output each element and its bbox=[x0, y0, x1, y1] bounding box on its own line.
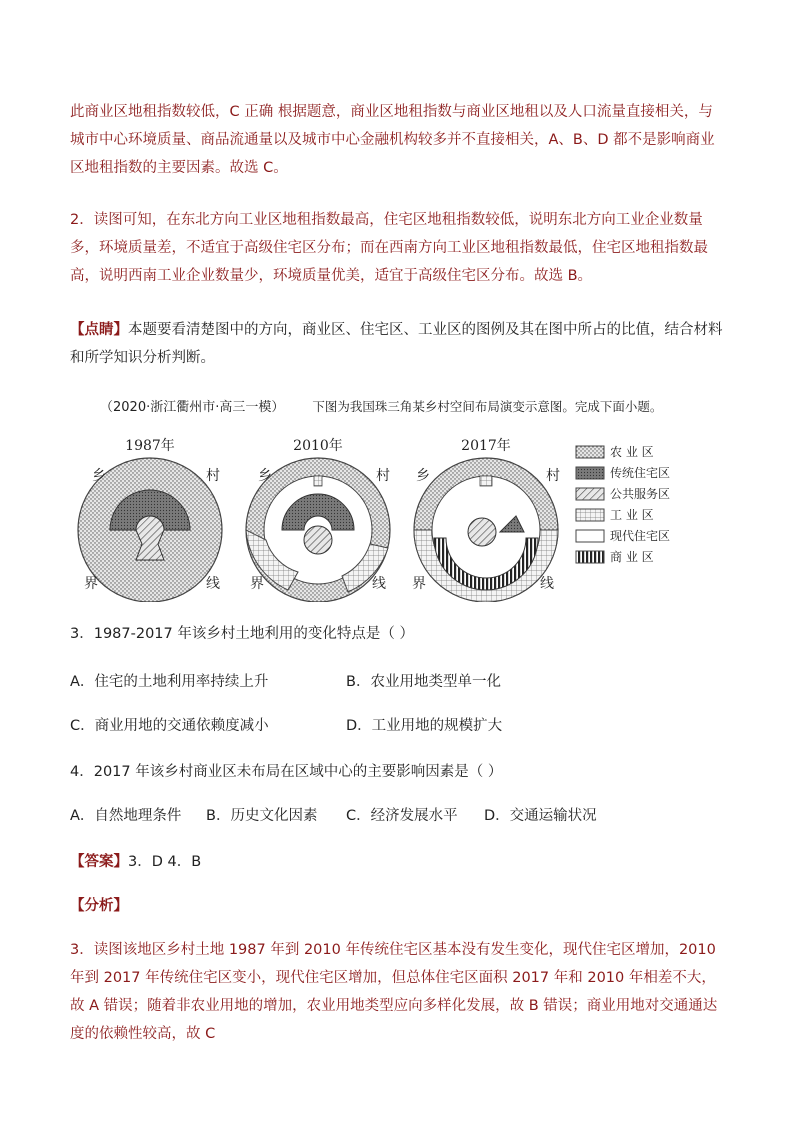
tip-label: 【点睛】 bbox=[70, 322, 128, 338]
q4-option-a[interactable]: A．自然地理条件 bbox=[70, 808, 182, 824]
legend-public-service: 公共服务区 bbox=[610, 487, 671, 501]
year-label-2010: 2010年 bbox=[293, 438, 343, 454]
tip-text: 本题要看清楚图中的方向，商业区、住宅区、工业区的图例及其在图中所占的比值，结合材料和所学知识分析判断。 bbox=[70, 322, 723, 366]
legend-agriculture: 农 业 区 bbox=[610, 445, 654, 459]
question-stem: 下图为我国珠三角某乡村空间布局演变示意图。完成下面小题。 bbox=[312, 399, 663, 414]
q4-option-c[interactable]: C．经济发展水平 bbox=[346, 808, 458, 824]
answer-line bbox=[70, 848, 726, 876]
q3-option-b[interactable]: B．农业用地类型单一化 bbox=[346, 674, 501, 690]
question-4: 4．2017 年该乡村商业区未布局在区域中心的主要影响因素是（ ） bbox=[70, 764, 503, 780]
corner-label-xian: 线 bbox=[372, 576, 386, 592]
analysis-label: 【分析】 bbox=[70, 898, 128, 914]
q4-option-b[interactable]: B．历史文化因素 bbox=[206, 808, 318, 824]
answer-paragraph-2: 2．读图可知，在东北方向工业区地租指数最高，住宅区地租指数较低，说明东北方向工业企业数量多，环境质量差，不适宜于高级住宅区分布；而在西南方向工业区地租指数最低，住宅区地租指数最高，说明西南工业企业数量少，环境质量优美，适宜于高级住宅区分布。故选 B。 bbox=[70, 212, 708, 284]
question-intro bbox=[100, 396, 662, 415]
answer-paragraph-1: 此商业区地租指数较低，C 正确 根据题意，商业区地租指数与商业区地租以及人口流量直接相关，与城市中心环境质量、商品流通量以及城市中心金融机构较多并不直接相关，A、B、D 都不是影响商业区地租指数的主要因素。故选 C。 bbox=[70, 104, 715, 176]
corner-label-cun: 村 bbox=[206, 468, 220, 484]
corner-label-xian: 线 bbox=[540, 576, 554, 592]
q3-option-a[interactable]: A．住宅的土地利用率持续上升 bbox=[70, 674, 269, 690]
legend-modern-residential: 现代住宅区 bbox=[610, 529, 671, 543]
q3-option-c[interactable]: C．商业用地的交通依赖度减小 bbox=[70, 718, 269, 734]
question-3: 3．1987-2017 年该乡村土地利用的变化特点是（ ） bbox=[70, 626, 414, 642]
corner-label-xiang: 乡 bbox=[416, 468, 430, 484]
corner-label-xian: 线 bbox=[206, 576, 220, 592]
corner-label-jie: 界 bbox=[412, 576, 426, 592]
legend-traditional-residential: 传统住宅区 bbox=[610, 466, 671, 480]
q3-option-d[interactable]: D．工业用地的规模扩大 bbox=[346, 718, 503, 734]
corner-label-xiang: 乡 bbox=[92, 468, 106, 484]
diagram-2017 bbox=[414, 458, 558, 602]
year-label-2017: 2017年 bbox=[461, 438, 511, 454]
analysis-paragraph: 3．读图该地区乡村土地 1987 年到 2010 年传统住宅区基本没有发生变化，现代住宅区增加，2010 年到 2017 年传统住宅区变小，现代住宅区增加，但总体住宅区面积 2017 年和 2010 年相差不大，故 A 错误；随着非农业用地的增加，农业用地类型应向多样化发展，故 B 错误；商业用地对交通通达度的依赖性较高，故 C bbox=[70, 942, 718, 1042]
legend bbox=[576, 445, 670, 564]
corner-label-jie: 界 bbox=[84, 576, 98, 592]
legend-commercial: 商 业 区 bbox=[610, 550, 654, 564]
corner-label-cun: 村 bbox=[546, 468, 560, 484]
legend-industrial: 工 业 区 bbox=[610, 508, 654, 522]
tip-paragraph bbox=[70, 316, 726, 372]
answer-label: 【答案】 bbox=[70, 854, 128, 870]
answer-text: 3．D 4．B bbox=[128, 854, 202, 870]
q4-option-d[interactable]: D．交通运输状况 bbox=[484, 808, 597, 824]
corner-label-cun: 村 bbox=[376, 468, 390, 484]
question-source: （2020·浙江衢州市·高三一模） bbox=[100, 400, 285, 415]
corner-label-xiang: 乡 bbox=[258, 468, 272, 484]
village-layout-figure bbox=[70, 432, 690, 602]
corner-label-jie: 界 bbox=[250, 576, 264, 592]
year-label-1987: 1987年 bbox=[125, 438, 175, 454]
